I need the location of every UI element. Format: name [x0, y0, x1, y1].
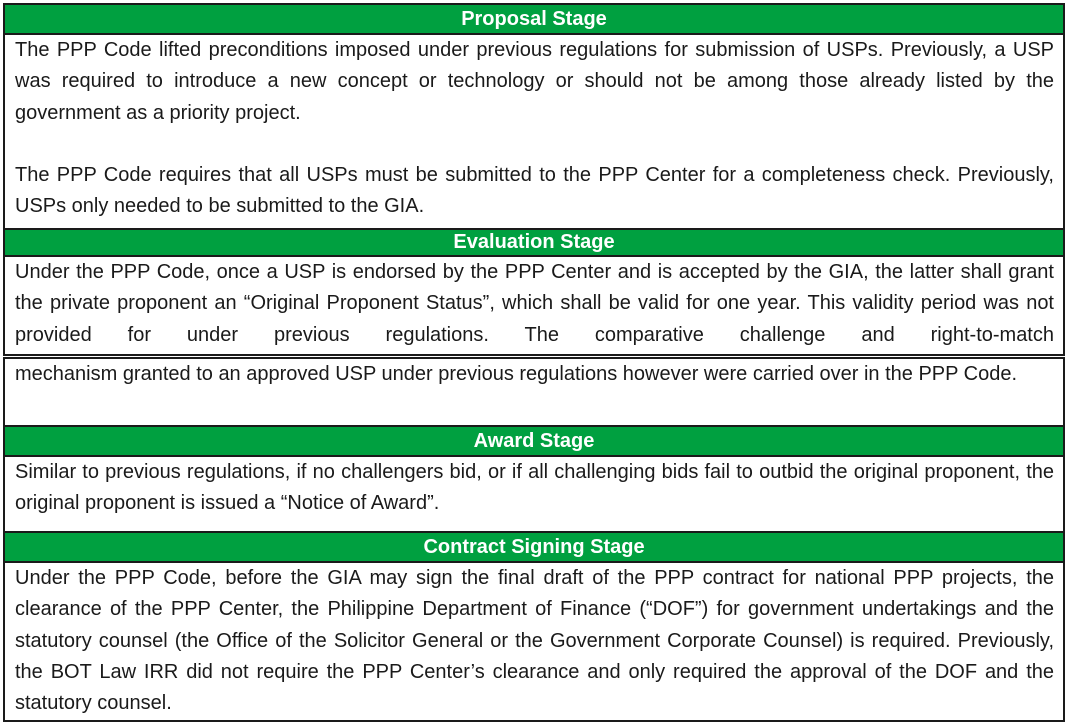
- section-title: Contract Signing Stage: [423, 535, 645, 558]
- paragraph: Under the PPP Code, once a USP is endorsed by the PPP Center and is accepted by the GIA, the latter shall grant the private proponent an “Original Proponent Status”, which shall be valid for one year. This validity period was not provided for under previous regulations. The comparative challenge and right-to-match: [15, 261, 1054, 346]
- paragraph: The PPP Code lifted preconditions imposed under previous regulations for submission of USPs. Previously, a USP was required to introduce a new concept or technology or should not be among those already listed by the government as a priority project.: [15, 39, 1054, 124]
- paragraph: Similar to previous regulations, if no challengers bid, or if all challenging bids fail to outbid the original proponent, the original proponent is issued a “Notice of Award”.: [15, 461, 1054, 515]
- section-header-proposal-stage: [5, 5, 1063, 35]
- section-body-award-stage: [5, 457, 1063, 531]
- section-body-proposal-stage: [5, 35, 1063, 228]
- stages-table-part-1: [3, 3, 1065, 356]
- paragraph: The PPP Code requires that all USPs must be submitted to the PPP Center for a completeness check. Previously, USPs only needed to be submitted to the GIA.: [15, 163, 1054, 218]
- paragraph: mechanism granted to an approved USP under previous regulations however were carried over in the PPP Code.: [15, 363, 1018, 385]
- section-body-evaluation-stage: [5, 257, 1063, 352]
- paragraph: Under the PPP Code, before the GIA may sign the final draft of the PPP contract for national PPP projects, the clearance of the PPP Center, the Philippine Department of Finance (“DOF”) for government undertakings and the statutory counsel (the Office of the Solicitor General or the Government Corporate Counsel) is required. Previously, the BOT Law IRR did not require the PPP Center’s clearance and only required the approval of the DOF and the statutory counsel.: [15, 567, 1054, 715]
- section-header-evaluation-stage: [5, 228, 1063, 257]
- section-title: Evaluation Stage: [453, 231, 615, 253]
- stages-table-part-2: [3, 357, 1065, 722]
- section-body-evaluation-stage-continued: [5, 359, 1063, 425]
- section-header-award-stage: [5, 425, 1063, 457]
- section-header-contract-signing-stage: [5, 531, 1063, 563]
- section-title: Award Stage: [473, 429, 595, 452]
- section-title: Proposal Stage: [461, 7, 607, 30]
- section-body-contract-signing-stage: [5, 563, 1063, 720]
